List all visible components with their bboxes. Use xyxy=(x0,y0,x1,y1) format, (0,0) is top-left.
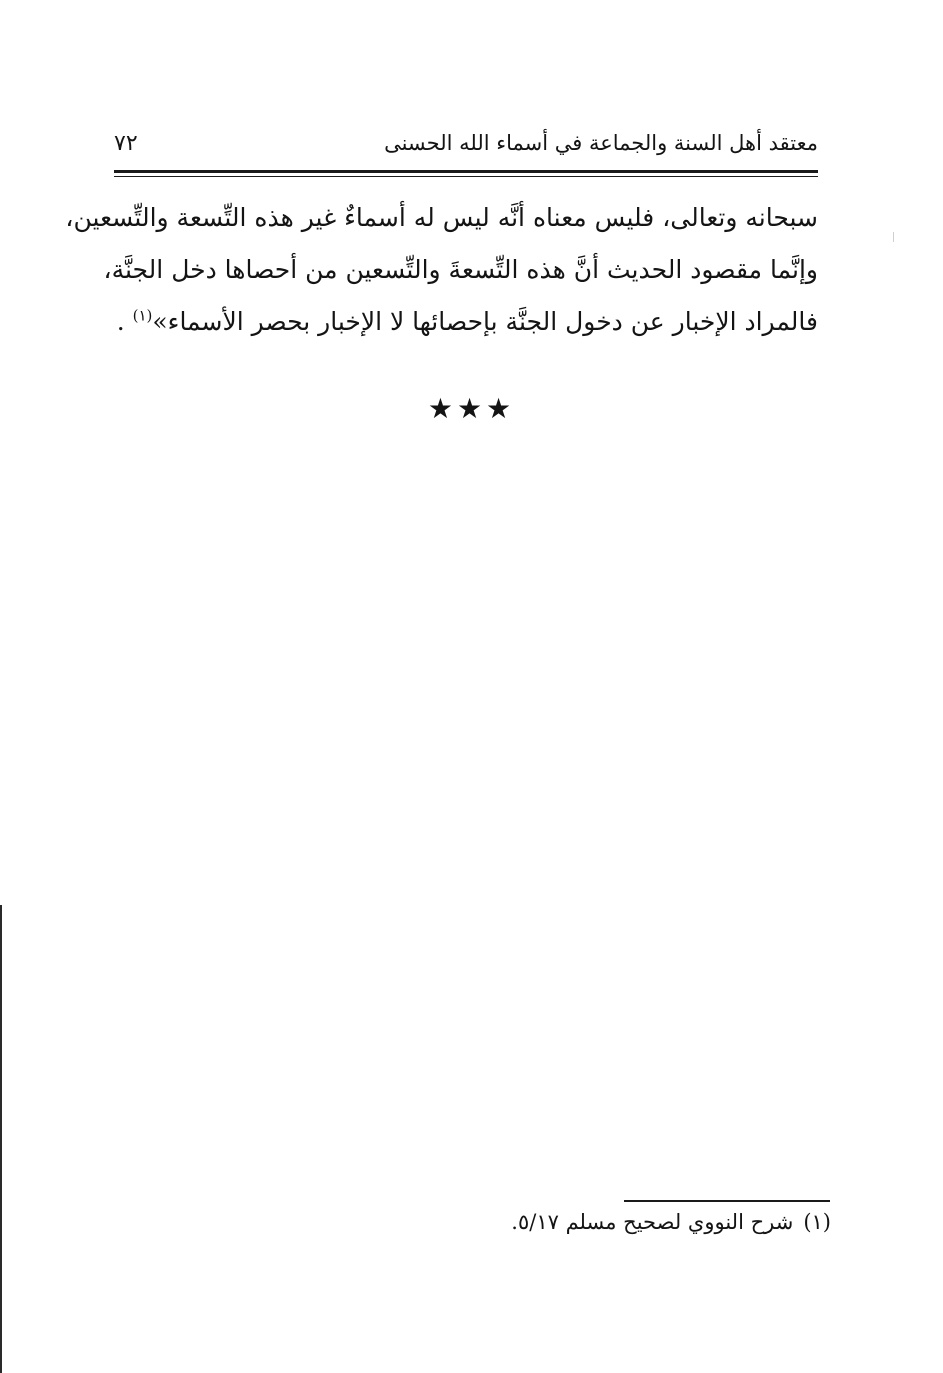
running-title: معتقد أهل السنة والجماعة في أسماء الله الحسنى xyxy=(384,131,818,155)
footnote-text: شرح النووي لصحيح مسلم ٥/١٧. xyxy=(511,1210,794,1234)
page-number: ٧٢ xyxy=(114,131,138,156)
body-line-1: سبحانه وتعالى، فليس معناه أنَّه ليس له أسماءٌ غير هذه التِّسعة والتِّسعين، xyxy=(65,203,818,232)
sentence-period: . xyxy=(116,307,125,336)
page-header xyxy=(114,128,818,168)
header-rule-thin xyxy=(114,176,818,177)
scan-speck xyxy=(893,232,894,242)
footnote-number: (١) xyxy=(803,1210,831,1234)
body-paragraph xyxy=(65,192,818,348)
section-separator-stars: ★★★ xyxy=(427,392,516,425)
footnote-rule xyxy=(624,1200,830,1202)
header-rule-thick xyxy=(114,170,818,173)
body-line-2: وإنَّما مقصود الحديث أنَّ هذه التِّسعةَ والتِّسعين من أحصاها دخل الجنَّة، xyxy=(103,255,818,284)
footnote-1 xyxy=(511,1210,831,1234)
footnote-reference[interactable]: (١) xyxy=(132,306,153,325)
body-line-3 xyxy=(114,296,818,348)
body-line-3-text: فالمراد الإخبار عن دخول الجنَّة بإحصائها لا الإخبار بحصر الأسماء» xyxy=(152,307,818,336)
scan-edge-line xyxy=(0,905,2,1373)
